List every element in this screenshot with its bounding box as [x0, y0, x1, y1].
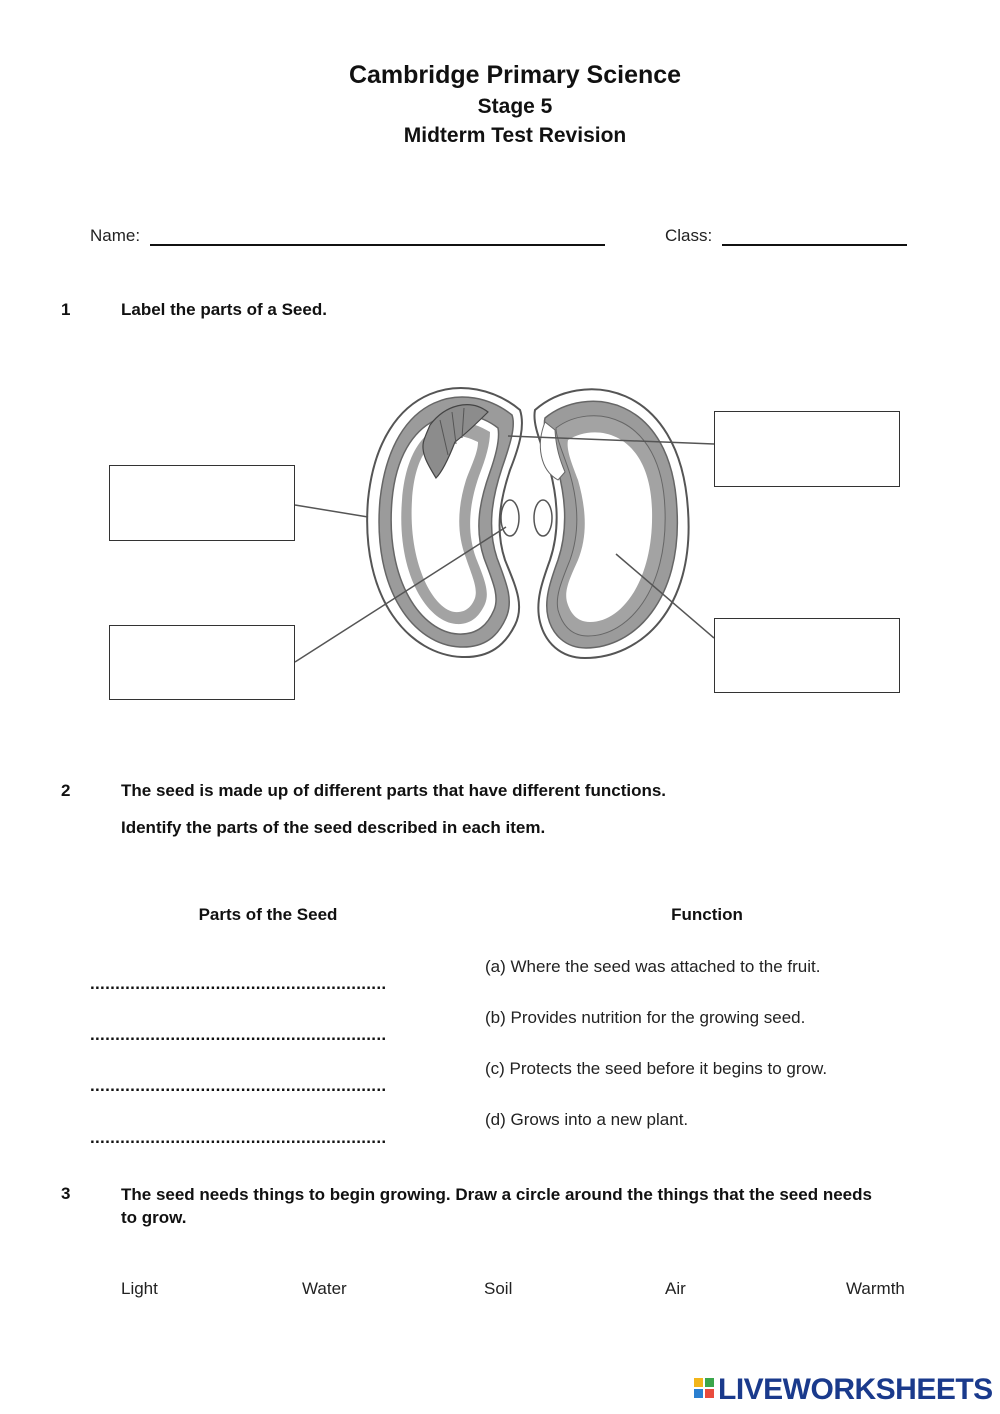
function-b: (b) Provides nutrition for the growing seed. [485, 1008, 806, 1027]
liveworksheets-logo-icon [694, 1378, 714, 1398]
option-light[interactable]: Light [121, 1279, 158, 1298]
class-field[interactable] [722, 244, 907, 246]
label-box-right-bottom[interactable] [714, 618, 900, 693]
col-head-parts: Parts of the Seed [198, 905, 338, 924]
q2-text-line2: Identify the parts of the seed described in each item. [121, 818, 546, 837]
worksheet-subtitle: Midterm Test Revision [403, 124, 627, 147]
worksheet-title: Cambridge Primary Science [348, 61, 682, 89]
class-label: Class: [665, 226, 713, 245]
option-warmth[interactable]: Warmth [846, 1279, 905, 1298]
q3-text-line1: The seed needs things to begin growing. Draw a circle around the things that the seed needs [121, 1185, 872, 1204]
answer-blank-b[interactable]: ........................................................... [90, 1025, 387, 1044]
name-field[interactable] [150, 244, 605, 246]
seed-right-half [534, 389, 689, 658]
q1-text: Label the parts of a Seed. [121, 300, 327, 319]
answer-blank-c[interactable]: ........................................................... [90, 1076, 387, 1095]
worksheet-stage: Stage 5 [477, 95, 553, 118]
name-label: Name: [90, 226, 141, 245]
function-d: (d) Grows into a new plant. [485, 1110, 689, 1129]
q1-number: 1 [61, 300, 71, 319]
q3-text-line2: to grow. [121, 1208, 187, 1227]
q3-number: 3 [61, 1184, 71, 1203]
col-head-function: Function [671, 905, 743, 924]
answer-blank-a[interactable]: ........................................................... [90, 974, 387, 993]
label-box-right-top[interactable] [714, 411, 900, 487]
option-air[interactable]: Air [665, 1279, 686, 1298]
q2-text-line1: The seed is made up of different parts that have different functions. [121, 781, 667, 800]
label-box-left-bottom[interactable] [109, 625, 295, 700]
function-c: (c) Protects the seed before it begins to grow. [485, 1059, 828, 1078]
option-water[interactable]: Water [302, 1279, 347, 1298]
label-box-left-top[interactable] [109, 465, 295, 541]
pointer-line-seed-coat [295, 505, 368, 517]
option-soil[interactable]: Soil [484, 1279, 513, 1298]
function-a: (a) Where the seed was attached to the fruit. [485, 957, 821, 976]
seed-left-half [367, 388, 522, 657]
q2-number: 2 [61, 781, 71, 800]
liveworksheets-brand: LIVEWORKSHEETS [718, 1373, 993, 1406]
answer-blank-d[interactable]: ........................................................... [90, 1128, 387, 1147]
